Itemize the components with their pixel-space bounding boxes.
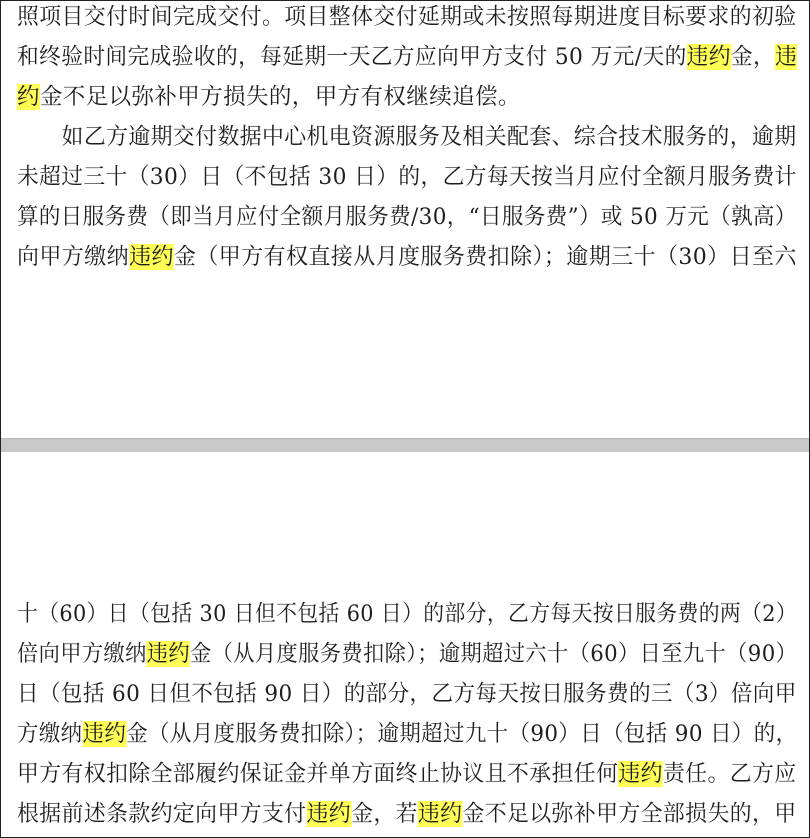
text-segment: 金不足以弥补甲方全部损失的，甲 xyxy=(462,801,797,827)
text-segment: 算的日服务费（即当月应付全额月服务费/30，“日服务费”）或 50 万元（孰高） xyxy=(17,204,797,230)
text-segment: 如乙方逾期交付数据中心机电资源服务及相关配套、综合技术服务的，逾期 xyxy=(17,124,797,150)
text-segment: 未超过三十（30）日（不包括 30 日）的，乙方每天按当月应付全额月服务费计 xyxy=(17,164,797,190)
highlighted-term: 违约 xyxy=(129,244,174,270)
text-line xyxy=(17,634,798,674)
highlighted-term: 违约 xyxy=(306,801,352,827)
text-segment: 金不足以弥补甲方损失的，甲方有权继续追偿。 xyxy=(39,84,521,110)
text-segment: 金（从月度服务费扣除）；逾期超过六十（60）日至九十（90） xyxy=(190,641,798,667)
highlighted-term: 违约 xyxy=(82,721,127,747)
text-line xyxy=(17,37,798,77)
text-segment: 根据前述条款约定向甲方支付 xyxy=(17,801,307,827)
text-line xyxy=(17,77,797,117)
text-segment: 金， xyxy=(730,44,776,70)
text-line xyxy=(17,674,797,714)
text-segment: 甲方有权扣除全部履约保证金并单方面终止协议且不承担任何 xyxy=(17,761,619,787)
text-line xyxy=(17,754,797,794)
highlighted-term: 违约 xyxy=(417,801,463,827)
highlighted-term: 违约 xyxy=(686,44,731,70)
text-line xyxy=(17,794,797,834)
page-top xyxy=(1,1,809,438)
text-line xyxy=(17,237,797,277)
text-line xyxy=(17,714,798,754)
text-segment: 倍向甲方缴纳 xyxy=(17,641,147,667)
highlighted-term: 违约 xyxy=(618,761,663,787)
text-segment: 金（从月度服务费扣除）；逾期超过九十（90）日（包括 90 日）的， xyxy=(126,721,798,747)
text-segment: 照项目交付时间完成交付。项目整体交付延期或未按照每期进度目标要求的初验 xyxy=(17,4,797,30)
text-segment: 日（包括 60 日但不包括 90 日）的部分，乙方每天按日服务费的三（3）倍向甲 xyxy=(17,681,797,707)
highlighted-term: 约 xyxy=(17,84,40,110)
text-segment: 金（甲方有权直接从月度服务费扣除）；逾期三十（30）日至六 xyxy=(173,244,797,270)
text-line xyxy=(17,157,797,197)
text-segment: 金，若 xyxy=(351,801,418,827)
text-segment: 方缴纳 xyxy=(17,721,83,747)
highlighted-term: 违约 xyxy=(146,641,191,667)
page-bottom xyxy=(1,452,809,837)
text-line xyxy=(17,117,797,157)
text-line xyxy=(17,594,798,634)
text-segment: 责任。乙方应 xyxy=(662,761,797,787)
text-segment: 和终验时间完成验收的，每延期一天乙方应向甲方支付 50 万元/天的 xyxy=(17,44,687,70)
text-line xyxy=(17,1,797,37)
highlighted-term: 违 xyxy=(775,44,798,70)
text-line xyxy=(17,197,797,237)
text-segment: 十（60）日（包括 30 日但不包括 60 日）的部分，乙方每天按日服务费的两（2） xyxy=(17,601,798,627)
text-segment: 向甲方缴纳 xyxy=(17,244,130,270)
